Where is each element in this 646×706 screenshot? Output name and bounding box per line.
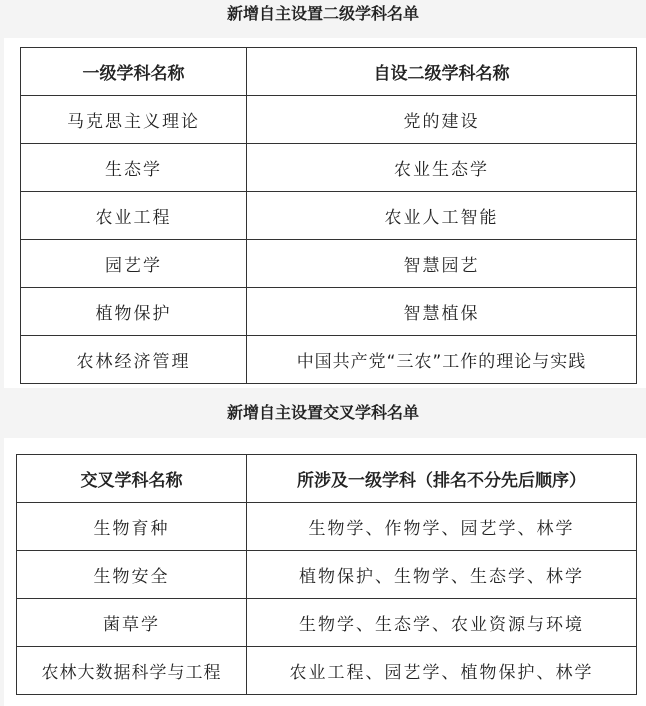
cell-first-level: 生态学 [21,144,247,192]
cell-secondary: 智慧植保 [247,288,637,336]
cell-first-level: 农林经济管理 [21,336,247,384]
cell-secondary: 农业人工智能 [247,192,637,240]
cell-involved: 植物保护、生物学、生态学、林学 [247,551,637,599]
cell-first-level: 马克思主义理论 [21,96,247,144]
cell-first-level: 植物保护 [21,288,247,336]
cell-first-level: 农业工程 [21,192,247,240]
cell-interdisciplinary: 菌草学 [17,599,247,647]
cell-first-level: 园艺学 [21,240,247,288]
table-row [21,192,637,240]
table-row [21,240,637,288]
cell-secondary: 党的建设 [247,96,637,144]
secondary-discipline-table [20,47,637,384]
table-row [21,336,637,384]
cell-involved: 生物学、生态学、农业资源与环境 [247,599,637,647]
table-row [21,288,637,336]
cell-interdisciplinary: 生物安全 [17,551,247,599]
table2-title: 新增自主设置交叉学科名单 [226,405,419,422]
table1-panel [4,38,646,388]
header-secondary: 自设二级学科名称 [247,48,637,96]
table2-panel [4,438,646,706]
header-first-level: 一级学科名称 [21,48,247,96]
table-row [17,647,637,695]
cell-interdisciplinary: 生物育种 [17,503,247,551]
header-involved-disciplines: 所涉及一级学科（排名不分先后顺序） [247,455,637,503]
table1-title: 新增自主设置二级学科名单 [226,6,419,23]
table-header-row [17,455,637,503]
cell-involved: 农业工程、园艺学、植物保护、林学 [247,647,637,695]
cell-interdisciplinary: 农林大数据科学与工程 [17,647,247,695]
cell-secondary: 中国共产党“三农”工作的理论与实践 [247,336,637,384]
table-row [21,96,637,144]
cell-secondary: 农业生态学 [247,144,637,192]
table-row [17,503,637,551]
header-interdisciplinary: 交叉学科名称 [17,455,247,503]
table-row [21,144,637,192]
table-row [17,551,637,599]
table-header-row [21,48,637,96]
table-row [17,599,637,647]
cell-secondary: 智慧园艺 [247,240,637,288]
interdisciplinary-table [16,454,637,695]
cell-involved: 生物学、作物学、园艺学、林学 [247,503,637,551]
